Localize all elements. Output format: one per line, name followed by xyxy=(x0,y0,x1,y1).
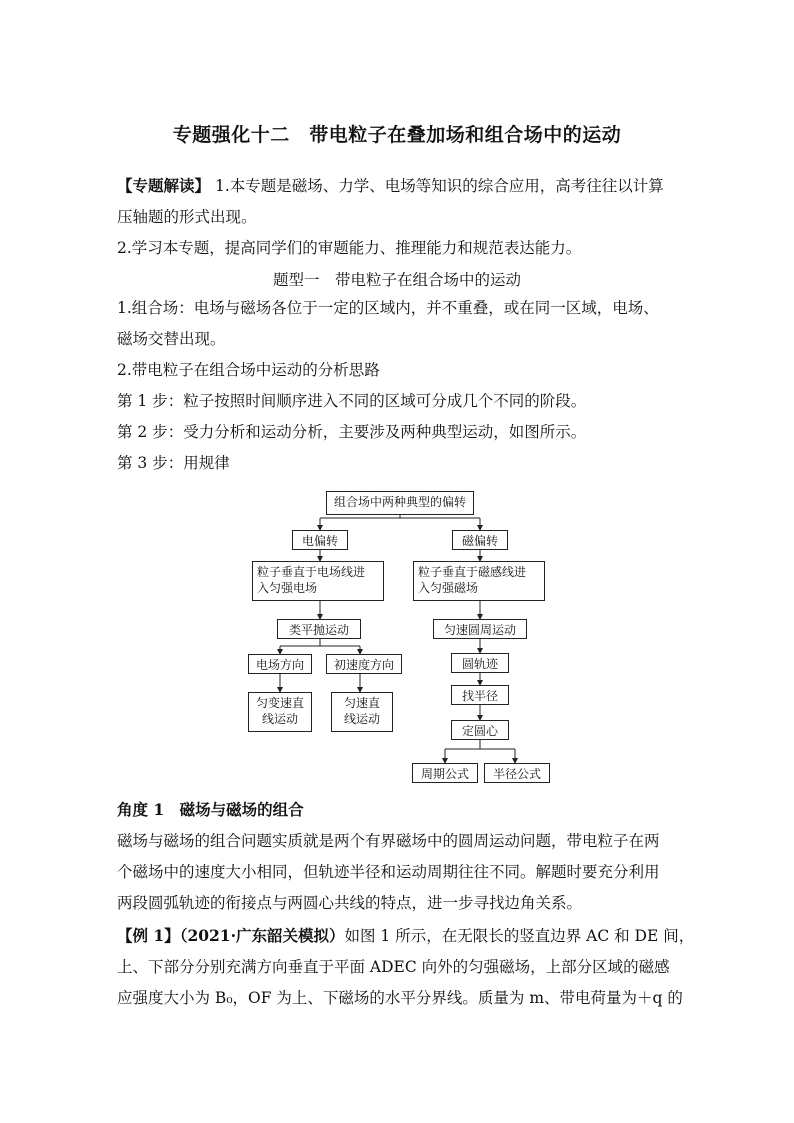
electric-deflection-box: 电偏转 xyxy=(292,530,348,550)
combined-field-def-2: 磁场交替出现。 xyxy=(117,330,226,348)
example-1-label: 【例 1】 xyxy=(117,926,180,945)
period-formula-box: 周期公式 xyxy=(412,763,478,783)
accelerated-motion-box xyxy=(248,692,312,732)
accelerated-motion-line-1: 匀变速直 xyxy=(255,696,304,710)
intro-text-1: 1.本专题是磁场、力学、电场等知识的综合应用，高考往往以计算 xyxy=(214,177,664,195)
analysis-heading: 2.带电粒子在组合场中运动的分析思路 xyxy=(117,361,380,379)
magnetic-condition-line-2: 入匀强磁场 xyxy=(418,581,479,595)
electric-condition-box xyxy=(252,561,384,601)
example-1-source: （2021·广东韶关模拟） xyxy=(179,926,345,945)
find-center-box: 定圆心 xyxy=(451,720,509,740)
angle-1-text-1: 磁场与磁场的组合问题实质就是两个有界磁场中的圆周运动问题，带电粒子在两 xyxy=(117,832,660,850)
accelerated-motion-line-2: 线运动 xyxy=(261,712,298,726)
circular-track-box: 圆轨迹 xyxy=(451,653,509,673)
uniform-motion-line-2: 线运动 xyxy=(343,712,380,726)
section-heading: 题型一 带电粒子在组合场中的运动 xyxy=(272,271,521,289)
projectile-motion-box: 类平抛运动 xyxy=(277,619,361,639)
uniform-motion-box xyxy=(331,692,393,732)
combined-field-def-1: 1.组合场：电场与磁场各位于一定的区域内，并不重叠，或在同一区域，电场、 xyxy=(117,299,659,317)
flowchart-connectors xyxy=(240,484,560,794)
uniform-motion-line-1: 匀速直 xyxy=(343,696,380,710)
electric-condition-line-2: 入匀强电场 xyxy=(257,581,318,595)
field-direction-box: 电场方向 xyxy=(248,654,312,674)
root-box: 组合场中两种典型的偏转 xyxy=(326,491,474,515)
deflection-flowchart xyxy=(240,484,560,794)
step-1: 第 1 步：粒子按照时间顺序进入不同的区域可分成几个不同的阶段。 xyxy=(117,392,587,410)
example-1-text-3: 应强度大小为 B₀，OF 为上、下磁场的水平分界线。质量为 m、带电荷量为＋q 的 xyxy=(117,989,683,1007)
example-1-text-2: 上、下部分分别充满方向垂直于平面 ADEC 向外的匀强磁场，上部分区域的磁感 xyxy=(117,958,670,976)
intro-label: 【专题解读】 xyxy=(117,176,211,195)
example-1-text-1: 如图 1 所示，在无限长的竖直边界 AC 和 DE 间， xyxy=(344,927,695,945)
circular-motion-box: 匀速圆周运动 xyxy=(433,619,527,639)
step-2: 第 2 步：受力分析和运动分析，主要涉及两种典型运动，如图所示。 xyxy=(117,423,587,441)
intro-line-1 xyxy=(117,176,664,196)
velocity-direction-box: 初速度方向 xyxy=(326,654,402,674)
intro-line-2: 压轴题的形式出现。 xyxy=(117,208,257,226)
magnetic-condition-box xyxy=(413,561,545,601)
find-radius-box: 找半径 xyxy=(451,685,509,705)
angle-1-text-3: 两段圆弧轨迹的衔接点与两圆心共线的特点，进一步寻找边角关系。 xyxy=(117,894,583,912)
angle-1-text-2: 个磁场中的速度大小相同，但轨迹半径和运动周期往往不同。解题时要充分利用 xyxy=(117,863,660,881)
electric-condition-line-1: 粒子垂直于电场线进 xyxy=(257,565,366,579)
angle-1-heading: 角度 1 磁场与磁场的组合 xyxy=(117,800,304,819)
radius-formula-box: 半径公式 xyxy=(484,763,550,783)
page-title: 专题强化十二 带电粒子在叠加场和组合场中的运动 xyxy=(172,124,622,146)
step-3: 第 3 步：用规律 xyxy=(117,454,230,472)
magnetic-deflection-box: 磁偏转 xyxy=(452,530,508,550)
magnetic-condition-line-1: 粒子垂直于磁感线进 xyxy=(418,565,527,579)
example-1-line-1 xyxy=(117,926,694,946)
intro-line-3: 2.学习本专题，提高同学们的审题能力、推理能力和规范表达能力。 xyxy=(117,239,582,257)
